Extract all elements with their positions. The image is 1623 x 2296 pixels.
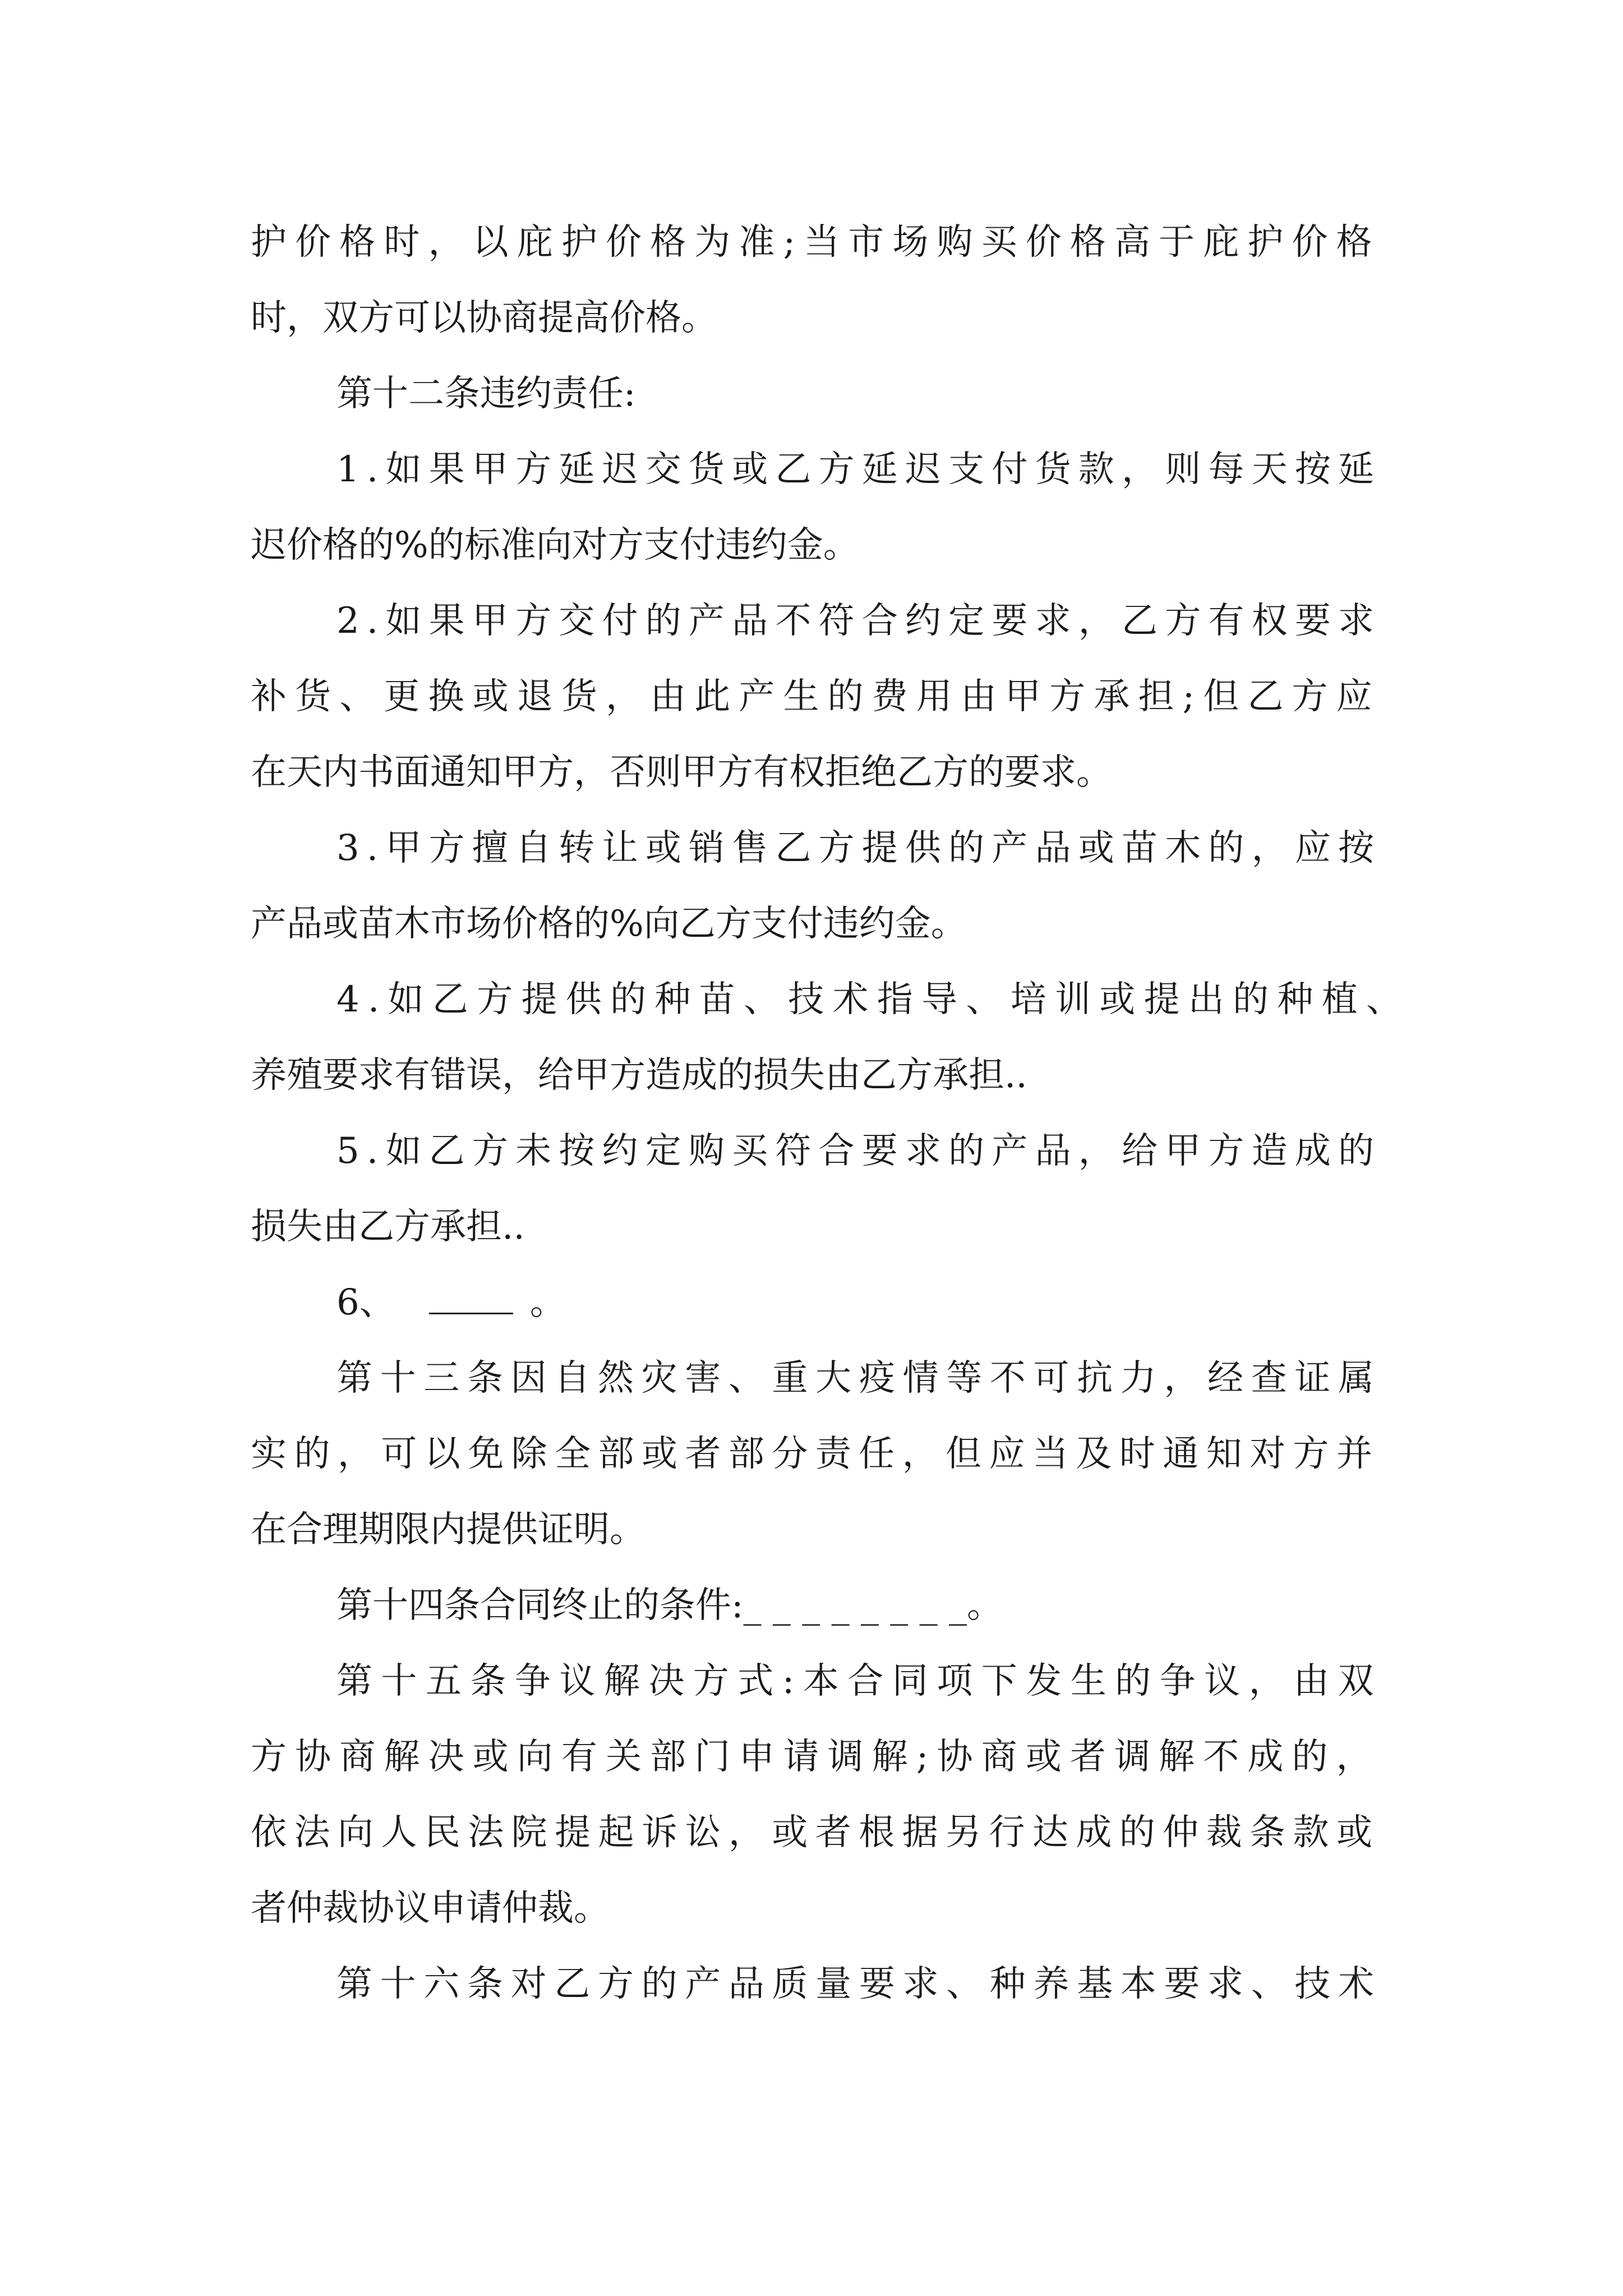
text-line: 3.甲方擅自转让或销售乙方提供的产品或苗木的，应按 [336, 827, 1382, 869]
text-line: 实的，可以免除全部或者部分责任，但应当及时通知对方并 [251, 1433, 1380, 1475]
text-line: 方协商解决或向有关部门申请调解;协商或者调解不成的， [251, 1736, 1381, 1778]
text-line: 5.如乙方未按约定购买符合要求的产品，给甲方造成的 [336, 1130, 1382, 1172]
article-13-line: 第十三条因自然灾害、重大疫情等不可抗力，经查证属 [336, 1358, 1382, 1399]
item-6-number: 6、 [336, 1282, 395, 1323]
text-line: 养殖要求有错误，给甲方造成的损失由乙方承担.. [251, 1055, 1027, 1096]
text-line: 迟价格的%的标准向对方支付违约金。 [251, 524, 859, 566]
text-line: 在天内书面通知甲方，否则甲方有权拒绝乙方的要求。 [251, 752, 1112, 793]
item-6-line [336, 1282, 566, 1323]
text-line: 时，双方可以协商提高价格。 [251, 297, 717, 339]
article-15-line: 第十五条争议解决方式:本合同项下发生的争议，由双 [336, 1660, 1383, 1702]
text-line: 1.如果甲方延迟交货或乙方延迟支付货款，则每天按延 [336, 449, 1382, 490]
text-line: 依法向人民法院提起诉讼，或者根据另行达成的仲裁条款或 [251, 1812, 1380, 1853]
text-line: 产品或苗木市场价格的%向乙方支付违约金。 [251, 903, 967, 945]
blank-field [429, 1288, 513, 1314]
article-heading: 第十二条违约责任: [336, 373, 636, 415]
text-line: 4.如乙方提供的种苗、技术指导、培训或提出的种植、 [336, 979, 1411, 1020]
item-6-end: 。 [529, 1282, 566, 1323]
text-line: 损失由乙方承担.. [251, 1206, 525, 1248]
article-14-line: 第十四条合同终止的条件:_ _ _ _ _ _ _ _。 [336, 1585, 1003, 1626]
text-line: 补货、更换或退货，由此产生的费用由甲方承担;但乙方应 [251, 676, 1381, 717]
text-line: 护价格时，以庇护价格为准;当市场购买价格高于庇护价格 [251, 222, 1381, 263]
text-line: 在合理期限内提供证明。 [251, 1509, 645, 1550]
text-line: 者仲裁协议申请仲裁。 [251, 1888, 610, 1929]
article-16-line: 第十六条对乙方的产品质量要求、种养基本要求、技术 [336, 1963, 1382, 2005]
text-line: 2.如果甲方交付的产品不符合约定要求，乙方有权要求 [336, 600, 1382, 642]
